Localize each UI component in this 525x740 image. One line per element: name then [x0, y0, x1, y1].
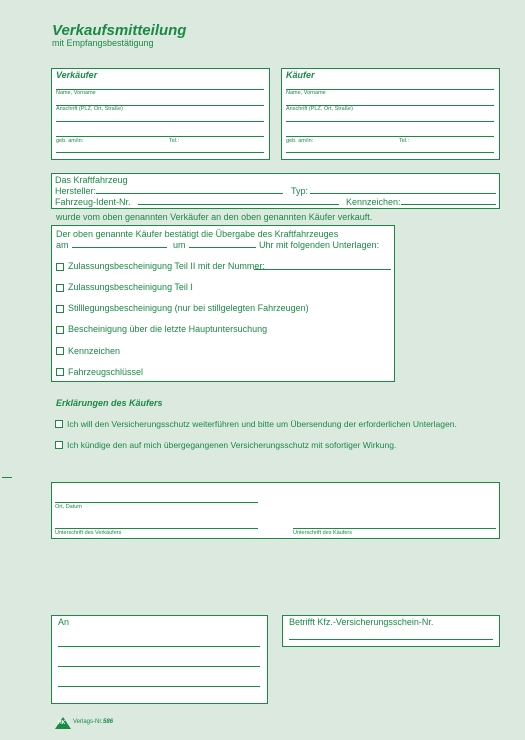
vin-label: Fahrzeug-Ident-Nr.	[55, 197, 131, 207]
handover-am-label: am	[56, 240, 69, 250]
address-line-2[interactable]	[58, 666, 260, 667]
manufacturer-field[interactable]	[96, 193, 283, 194]
seller-signature-label: Unterschrift des Verkäufers	[55, 530, 122, 536]
checkbox-cancel-insurance[interactable]	[55, 441, 63, 449]
item-stilllegung-label: Stilllegungsbescheinigung (nur bei stillgelegten Fahrzeugen)	[68, 303, 309, 313]
handover-um-label: um	[173, 240, 186, 250]
declarations-heading: Erklärungen des Käufers	[56, 398, 163, 408]
place-date-label: Ort, Datum	[55, 504, 82, 510]
buyer-box	[281, 68, 500, 160]
insurance-label: Betrifft Kfz.-Versicherungsschein-Nr.	[289, 617, 434, 627]
seller-name-label: Name, Vorname	[56, 90, 96, 96]
fold-mark	[2, 477, 12, 478]
seller-box	[51, 68, 270, 160]
place-date-field[interactable]	[55, 502, 258, 503]
buyer-name-label: Name, Vorname	[286, 90, 326, 96]
plate-field[interactable]	[401, 204, 496, 205]
item-schluessel-label: Fahrzeugschlüssel	[68, 367, 144, 377]
item-hu-label: Bescheinigung über die letzte Hauptuntersuchung	[68, 324, 268, 334]
buyer-heading: Käufer	[286, 70, 315, 80]
handover-uhr-text: Uhr mit folgenden Unterlagen:	[259, 240, 380, 250]
checkbox-zb2[interactable]	[56, 263, 64, 271]
type-label: Typ:	[291, 186, 309, 196]
publisher-logo	[55, 716, 71, 728]
plate-label: Kennzeichen:	[346, 197, 401, 207]
seller-address-field-2[interactable]	[56, 121, 264, 122]
item-zb2-label: Zulassungsbescheinigung Teil II mit der Nummer:	[68, 261, 265, 271]
seller-dob-label: geb. am/in:	[56, 138, 84, 144]
buyer-dob-label: geb. am/in:	[286, 138, 314, 144]
page-title: Verkaufsmitteilung	[52, 22, 187, 39]
handover-box	[51, 225, 395, 382]
zb2-number-field[interactable]	[254, 269, 391, 270]
declaration-continue-text: Ich will den Versicherungsschutz weiterführen und bitte um Übersendung der erforderlichen Unterlagen.	[67, 419, 457, 429]
seller-heading: Verkäufer	[56, 70, 98, 80]
buyer-dob-field[interactable]	[286, 136, 494, 137]
vin-field[interactable]	[138, 204, 339, 205]
logo-text: HK	[58, 720, 66, 726]
checkbox-continue-insurance[interactable]	[55, 420, 63, 428]
type-field[interactable]	[310, 193, 496, 194]
address-line-1[interactable]	[58, 646, 260, 647]
buyer-signature-field[interactable]	[293, 528, 496, 529]
seller-extra-field[interactable]	[56, 152, 264, 153]
handover-date-field[interactable]	[72, 247, 167, 248]
vehicle-heading: Das Kraftfahrzeug	[55, 175, 128, 185]
buyer-signature-label: Unterschrift des Käufers	[293, 530, 352, 536]
address-box	[51, 615, 268, 704]
seller-tel-label: Tel.:	[169, 138, 180, 144]
checkbox-stilllegung[interactable]	[56, 305, 64, 313]
page-subtitle: mit Empfangsbestätigung	[52, 38, 154, 48]
buyer-tel-label: Tel.:	[399, 138, 410, 144]
item-zb1-label: Zulassungsbescheinigung Teil I	[68, 282, 193, 292]
seller-signature-field[interactable]	[55, 528, 258, 529]
sold-statement: wurde vom oben genannten Verkäufer an den oben genannten Käufer verkauft.	[56, 212, 373, 222]
checkbox-kennzeichen[interactable]	[56, 347, 64, 355]
insurance-box	[282, 615, 500, 647]
manufacturer-label: Hersteller:	[55, 186, 97, 196]
buyer-address-label: Anschrift (PLZ, Ort, Straße)	[286, 106, 353, 112]
handover-time-field[interactable]	[189, 247, 256, 248]
handover-intro: Der oben genannte Käufer bestätigt die Übergabe des Kraftfahrzeuges	[56, 229, 339, 239]
checkbox-schluessel[interactable]	[56, 368, 64, 376]
publisher-label: Verlags-Nr.	[73, 719, 103, 725]
seller-address-label: Anschrift (PLZ, Ort, Straße)	[56, 106, 123, 112]
buyer-address-field-2[interactable]	[286, 121, 494, 122]
item-kennzeichen-label: Kennzeichen	[68, 346, 121, 356]
declaration-cancel-text: Ich kündige den auf mich übergegangenen Versicherungsschutz mit sofortiger Wirkung.	[67, 440, 397, 450]
seller-dob-field[interactable]	[56, 136, 264, 137]
checkbox-hu[interactable]	[56, 326, 64, 334]
address-label: An	[58, 617, 70, 627]
buyer-extra-field[interactable]	[286, 152, 494, 153]
insurance-number-field[interactable]	[289, 639, 493, 640]
address-line-3[interactable]	[58, 686, 260, 687]
checkbox-zb1[interactable]	[56, 284, 64, 292]
vehicle-box	[51, 173, 500, 209]
publisher-number: 586	[103, 719, 114, 725]
signature-box	[51, 482, 500, 539]
